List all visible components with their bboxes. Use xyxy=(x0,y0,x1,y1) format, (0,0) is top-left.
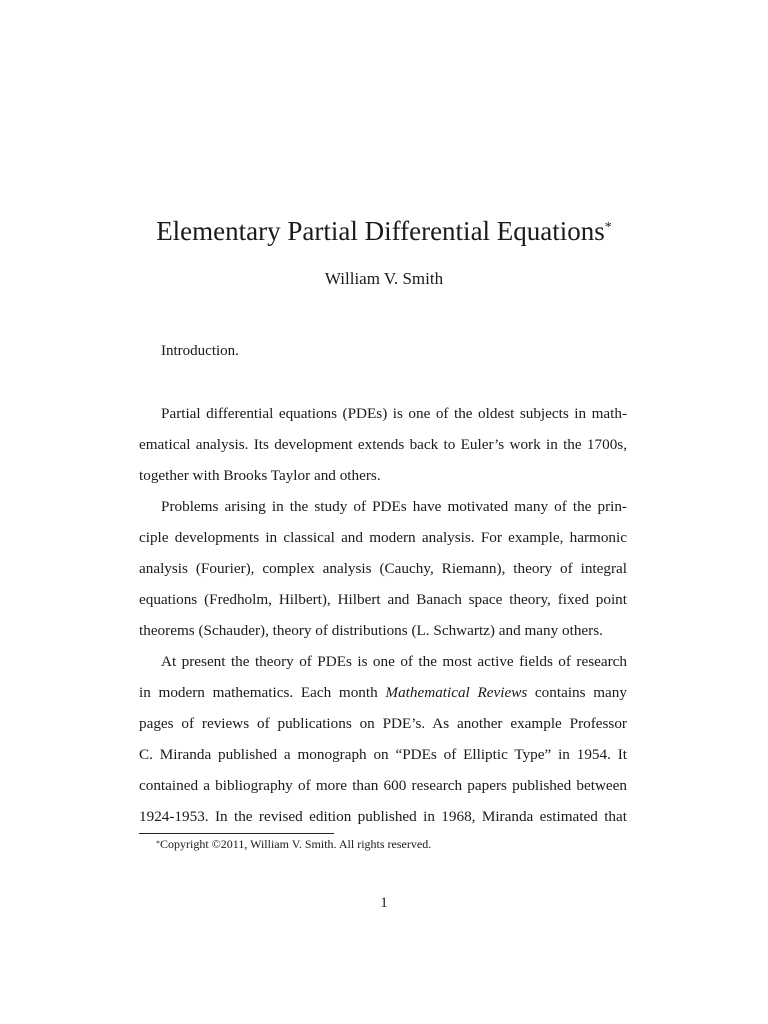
paragraph-3-line-5: contained a bibliography of more than 600 research papers published between xyxy=(139,777,627,794)
journal-title: Mathematical Reviews xyxy=(385,684,528,701)
paragraph-3-line-1: At present the theory of PDEs is one of the most active fields of research xyxy=(161,653,627,670)
document-title xyxy=(0,214,768,248)
body-text xyxy=(139,402,627,836)
paragraph-3-line-2 xyxy=(139,681,627,712)
paragraph-3-line-6: 1924-1953. In the revised edition published in 1968, Miranda estimated that xyxy=(139,808,627,825)
footnote-text: Copyright ©2011, William V. Smith. All rights reserved. xyxy=(160,837,432,851)
paragraph-2-line-1: Problems arising in the study of PDEs have motivated many of the prin- xyxy=(161,498,627,515)
paragraph-3-line-4: C. Miranda published a monograph on “PDEs of Elliptic Type” in 1954. It xyxy=(139,746,627,763)
title-text: Elementary Partial Differential Equations xyxy=(156,216,605,246)
title-footnote-mark: * xyxy=(604,220,612,235)
footnote-rule xyxy=(139,833,334,834)
section-heading: Introduction. xyxy=(161,343,239,359)
paragraph-2-line-4: equations (Fredholm, Hilbert), Hilbert and Banach space theory, fixed point xyxy=(139,591,627,608)
page-number: 1 xyxy=(380,895,388,911)
line-text: contains many xyxy=(527,684,627,701)
paragraph-2-line-3: analysis (Fourier), complex analysis (Cauchy, Riemann), theory of integral xyxy=(139,560,627,577)
paragraph-3-line-3: pages of reviews of publications on PDE’s. As another example Professor xyxy=(139,715,627,732)
paragraph-1-line-1: Partial differential equations (PDEs) is one of the oldest subjects in math- xyxy=(161,405,627,422)
paragraph-1-line-2: ematical analysis. Its development extends back to Euler’s work in the 1700s, xyxy=(139,436,627,453)
paragraph-2-line-2: ciple developments in classical and modern analysis. For example, harmonic xyxy=(139,529,627,546)
paragraph-1-line-3: together with Brooks Taylor and others. xyxy=(139,467,381,484)
author-name: William V. Smith xyxy=(324,269,444,288)
footnote-mark: * xyxy=(156,839,160,848)
line-text: in modern mathematics. Each month xyxy=(139,684,386,701)
paragraph-2-line-5: theorems (Schauder), theory of distributions (L. Schwartz) and many others. xyxy=(139,622,603,639)
footnote xyxy=(156,836,431,852)
